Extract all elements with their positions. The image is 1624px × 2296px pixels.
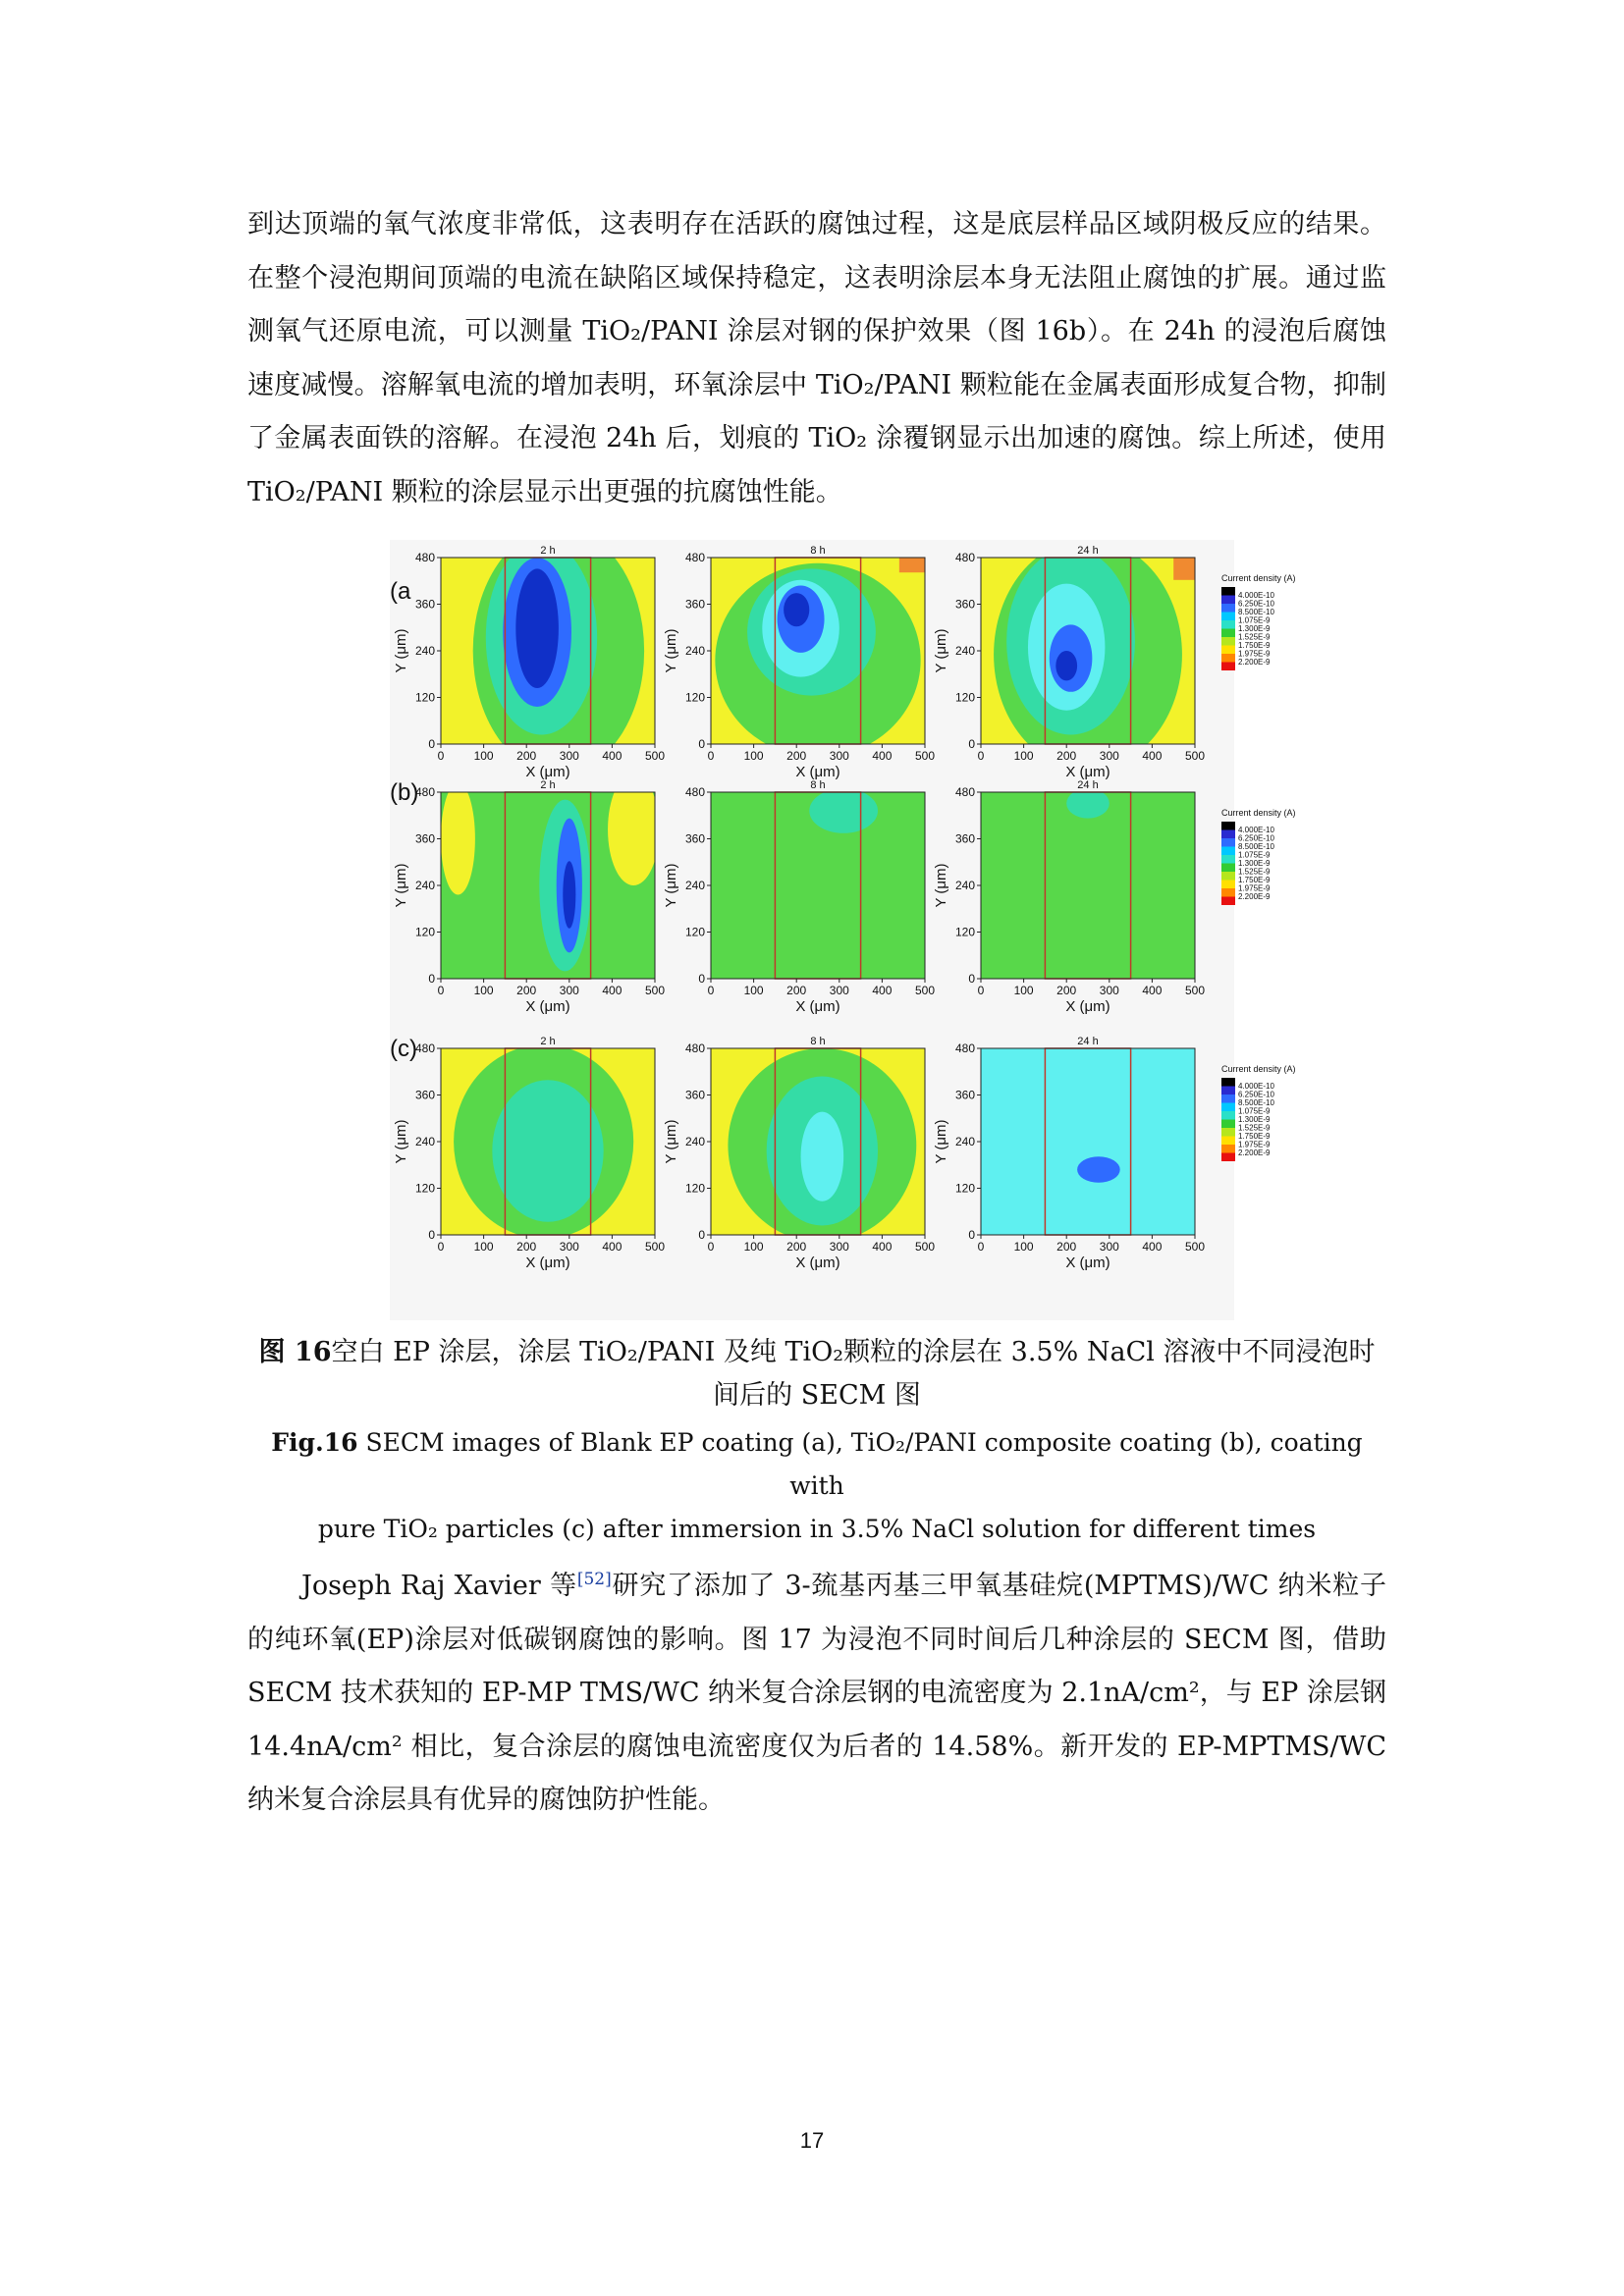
legend-level-label: 2.200E-9	[1238, 1148, 1271, 1157]
x-tick-label: 500	[914, 1240, 936, 1254]
legend-level-label: 1.075E-9	[1238, 850, 1271, 860]
contour-region	[784, 593, 809, 626]
legend-title: Current density (A)	[1221, 573, 1296, 583]
y-tick-label: 360	[684, 1088, 705, 1102]
y-axis-label: Y (μm)	[393, 1119, 409, 1164]
legend-level-label: 2.200E-9	[1238, 892, 1271, 901]
x-tick-label: 400	[872, 1240, 893, 1254]
y-tick-label: 480	[954, 785, 975, 799]
figure-caption-english	[247, 1421, 1386, 1551]
paragraph2-rest: 研究了添加了 3-巯基丙基三甲氧基硅烷(MPTMS)/WC 纳米粒子的纯环氧(EP)涂层对低碳钢腐蚀的影响。图 17 为浸泡不同时间后几种涂层的 SECM 图，借助 SECM 技术获知的 EP-MP TMS/WC 纳米复合涂层钢的电流密度为 2.1nA/cm²，与 EP 涂层钢 14.4nA/cm² 相比，复合涂层的腐蚀电流密度仅为后者的 14.58%。新开发的 EP-MPTMS/WC 纳米复合涂层具有优异的腐蚀防护性能。	[247, 1571, 1386, 1815]
y-tick-label: 120	[954, 1181, 975, 1196]
page-number: 17	[799, 2128, 825, 2153]
legend-swatch	[1221, 604, 1235, 613]
x-tick-label: 0	[437, 984, 445, 997]
legend-title: Current density (A)	[1221, 1064, 1296, 1074]
y-tick-label: 0	[698, 972, 705, 986]
legend-swatch	[1221, 872, 1235, 881]
legend-title: Current density (A)	[1221, 808, 1296, 818]
y-tick-label: 120	[414, 690, 435, 705]
x-tick-label: 500	[644, 749, 666, 763]
y-tick-label: 120	[684, 690, 705, 705]
legend-swatch	[1221, 1145, 1235, 1153]
y-tick-label: 240	[684, 1135, 705, 1148]
y-axis-label: Y (μm)	[663, 863, 679, 908]
legend-swatch	[1221, 620, 1235, 629]
y-tick-label: 240	[414, 879, 435, 892]
legend-level-label: 6.250E-10	[1238, 833, 1274, 843]
x-tick-label: 500	[644, 984, 666, 997]
x-tick-label: 300	[559, 749, 579, 763]
legend-level-label: 1.300E-9	[1238, 859, 1271, 868]
panel-row-label: (a	[390, 578, 411, 605]
y-tick-label: 360	[684, 597, 705, 612]
contour-panel-a-2	[711, 558, 925, 757]
contour-hot-region	[899, 558, 925, 572]
x-tick-label: 200	[516, 749, 537, 763]
legend-level-label: 4.000E-10	[1238, 826, 1274, 834]
y-tick-label: 480	[414, 785, 435, 799]
legend-swatch	[1221, 613, 1235, 621]
contour-panel-b-2	[711, 788, 925, 979]
legend-swatch	[1221, 1120, 1235, 1129]
y-tick-label: 360	[414, 597, 435, 612]
x-tick-label: 0	[707, 1240, 715, 1254]
legend-level-label: 1.975E-9	[1238, 883, 1271, 893]
legend-level-label: 1.975E-9	[1238, 1140, 1271, 1149]
x-tick-label: 500	[1184, 1240, 1206, 1254]
legend-swatch	[1221, 864, 1235, 873]
x-tick-label: 200	[1056, 984, 1077, 997]
x-tick-label: 300	[1099, 1240, 1119, 1254]
caption-en-label: Fig.16	[271, 1428, 358, 1457]
y-tick-label: 480	[954, 551, 975, 564]
caption-cn-line2: 间后的 SECM 图	[713, 1380, 921, 1411]
legend-level-label: 8.500E-10	[1238, 608, 1274, 616]
contour-region	[492, 1080, 603, 1221]
x-tick-label: 100	[473, 749, 494, 763]
x-tick-label: 400	[1142, 1240, 1163, 1254]
legend-level-label: 1.075E-9	[1238, 1106, 1271, 1116]
x-tick-label: 400	[1142, 749, 1163, 763]
x-tick-label: 400	[1142, 984, 1163, 997]
x-axis-label: X (μm)	[525, 1255, 570, 1271]
x-tick-label: 300	[1099, 749, 1119, 763]
x-tick-label: 200	[1056, 1240, 1077, 1254]
caption-cn-line1: 空白 EP 涂层，涂层 TiO₂/PANI 及纯 TiO₂颗粒的涂层在 3.5% NaCl 溶液中不同浸泡时	[331, 1337, 1376, 1367]
legend-level-label: 1.300E-9	[1238, 624, 1271, 633]
legend-swatch	[1221, 1103, 1235, 1112]
y-tick-label: 240	[684, 879, 705, 892]
x-axis-label: X (μm)	[1065, 764, 1110, 780]
x-axis-label: X (μm)	[795, 1255, 840, 1271]
y-tick-label: 240	[414, 644, 435, 658]
panel-row-label: (c)	[390, 1036, 417, 1062]
x-tick-label: 100	[473, 1240, 494, 1254]
x-tick-label: 300	[829, 984, 849, 997]
y-tick-label: 240	[954, 1135, 975, 1148]
x-tick-label: 400	[602, 984, 623, 997]
x-tick-label: 200	[786, 984, 807, 997]
y-tick-label: 0	[698, 737, 705, 751]
x-tick-label: 500	[914, 749, 936, 763]
y-tick-label: 360	[414, 831, 435, 846]
citation-link[interactable]: [52]	[576, 1570, 612, 1589]
y-tick-label: 480	[684, 785, 705, 799]
y-tick-label: 480	[684, 551, 705, 564]
y-tick-label: 0	[428, 737, 435, 751]
y-tick-label: 240	[414, 1135, 435, 1148]
x-tick-label: 100	[1013, 1240, 1034, 1254]
secm-figure	[390, 540, 1296, 1320]
caption-en-line1: SECM images of Blank EP coating (a), TiO₂/PANI composite coating (b), coating with	[365, 1428, 1363, 1500]
y-tick-label: 360	[954, 1088, 975, 1102]
x-tick-label: 500	[1184, 749, 1206, 763]
contour-panel-c-3	[981, 1048, 1195, 1235]
y-axis-label: Y (μm)	[393, 863, 409, 908]
x-tick-label: 200	[1056, 749, 1077, 763]
legend-level-label: 6.250E-10	[1238, 599, 1274, 609]
x-tick-label: 200	[786, 749, 807, 763]
y-tick-label: 120	[414, 1181, 435, 1196]
contour-region	[1077, 1156, 1120, 1183]
x-tick-label: 500	[1184, 984, 1206, 997]
legend-level-label: 4.000E-10	[1238, 591, 1274, 600]
figure-caption-chinese	[247, 1331, 1386, 1417]
x-tick-label: 100	[743, 749, 764, 763]
y-axis-label: Y (μm)	[933, 863, 949, 908]
contour-region	[515, 568, 559, 688]
contour-region	[441, 783, 475, 895]
y-tick-label: 0	[698, 1228, 705, 1242]
y-tick-label: 240	[954, 644, 975, 658]
x-axis-label: X (μm)	[795, 764, 840, 780]
x-tick-label: 400	[872, 984, 893, 997]
y-tick-label: 480	[414, 551, 435, 564]
paragraph-body-1: 到达顶端的氧气浓度非常低，这表明存在活跃的腐蚀过程，这是底层样品区域阴极反应的结果。在整个浸泡期间顶端的电流在缺陷区域保持稳定，这表明涂层本身无法阻止腐蚀的扩展。通过监测氧气还原电流，可以测量 TiO₂/PANI 涂层对钢的保护效果（图 16b）。在 24h 的浸泡后腐蚀速度减慢。溶解氧电流的增加表明，环氧涂层中 TiO₂/PANI 颗粒能在金属表面形成复合物，抑制了金属表面铁的溶解。在浸泡 24h 后，划痕的 TiO₂ 涂覆钢显示出加速的腐蚀。综上所述，使用 TiO₂/PANI 颗粒的涂层显示出更强的抗腐蚀性能。	[247, 209, 1386, 507]
x-tick-label: 200	[516, 1240, 537, 1254]
legend-swatch	[1221, 1087, 1235, 1095]
legend-swatch	[1221, 881, 1235, 889]
panel-title: 24 h	[1077, 779, 1099, 791]
x-tick-label: 200	[516, 984, 537, 997]
legend-level-label: 8.500E-10	[1238, 1098, 1274, 1107]
contour-background	[981, 792, 1195, 979]
legend-level-label: 1.750E-9	[1238, 641, 1271, 650]
legend-swatch	[1221, 822, 1235, 830]
legend-swatch	[1221, 855, 1235, 864]
y-axis-label: Y (μm)	[393, 628, 409, 673]
y-tick-label: 120	[414, 925, 435, 939]
legend-level-label: 1.525E-9	[1238, 632, 1271, 642]
legend-level-label: 1.300E-9	[1238, 1115, 1271, 1124]
contour-hot-region	[1173, 558, 1195, 580]
caption-en-line2: pure TiO₂ particles (c) after immersion in 3.5% NaCl solution for different times	[317, 1515, 1317, 1543]
caption-cn-label: 图 16	[258, 1337, 332, 1367]
paragraph2-start: Joseph Raj Xavier 等	[301, 1571, 577, 1601]
legend-swatch	[1221, 1078, 1235, 1087]
legend-swatch	[1221, 888, 1235, 897]
x-axis-label: X (μm)	[525, 764, 570, 780]
x-tick-label: 0	[707, 984, 715, 997]
contour-panel-c-2	[711, 1048, 925, 1243]
panel-title: 2 h	[540, 1036, 556, 1047]
y-tick-label: 360	[954, 831, 975, 846]
legend-level-label: 6.250E-10	[1238, 1090, 1274, 1099]
legend-swatch	[1221, 663, 1235, 671]
legend-level-label: 8.500E-10	[1238, 842, 1274, 851]
x-tick-label: 100	[743, 984, 764, 997]
panel-title: 8 h	[810, 779, 826, 791]
legend-level-label: 4.000E-10	[1238, 1082, 1274, 1091]
panel-title: 8 h	[810, 1036, 826, 1047]
x-axis-label: X (μm)	[795, 998, 840, 1015]
contour-region	[809, 788, 878, 833]
contour-panel-b-3	[981, 788, 1195, 979]
x-axis-label: X (μm)	[525, 998, 570, 1015]
contour-background	[981, 1048, 1195, 1235]
legend-level-label: 1.750E-9	[1238, 876, 1271, 884]
x-tick-label: 300	[829, 1240, 849, 1254]
panel-title: 24 h	[1077, 545, 1099, 557]
contour-region	[563, 861, 575, 928]
legend-level-label: 2.200E-9	[1238, 658, 1271, 667]
panel-title: 8 h	[810, 545, 826, 557]
y-tick-label: 120	[954, 690, 975, 705]
x-tick-label: 0	[437, 1240, 445, 1254]
x-tick-label: 500	[914, 984, 936, 997]
legend-swatch	[1221, 1111, 1235, 1120]
legend-swatch	[1221, 629, 1235, 638]
x-axis-label: X (μm)	[1065, 998, 1110, 1015]
x-tick-label: 300	[559, 1240, 579, 1254]
contour-panel-b-1	[441, 774, 659, 979]
y-axis-label: Y (μm)	[663, 1119, 679, 1164]
x-tick-label: 400	[602, 1240, 623, 1254]
legend-swatch	[1221, 838, 1235, 847]
x-tick-label: 200	[786, 1240, 807, 1254]
x-tick-label: 500	[644, 1240, 666, 1254]
y-tick-label: 120	[954, 925, 975, 939]
x-tick-label: 300	[829, 749, 849, 763]
legend-swatch	[1221, 1153, 1235, 1162]
x-axis-label: X (μm)	[1065, 1255, 1110, 1271]
panel-title: 2 h	[540, 779, 556, 791]
x-tick-label: 300	[559, 984, 579, 997]
y-tick-label: 480	[954, 1041, 975, 1055]
legend-swatch	[1221, 654, 1235, 663]
x-tick-label: 100	[1013, 749, 1034, 763]
legend-swatch	[1221, 897, 1235, 906]
x-tick-label: 100	[473, 984, 494, 997]
contour-panel-a-3	[981, 539, 1195, 771]
x-tick-label: 100	[1013, 984, 1034, 997]
legend-swatch	[1221, 637, 1235, 646]
x-tick-label: 100	[743, 1240, 764, 1254]
legend-level-label: 1.975E-9	[1238, 649, 1271, 659]
contour-panel-a-1	[441, 528, 655, 774]
y-tick-label: 240	[684, 644, 705, 658]
legend-swatch	[1221, 847, 1235, 856]
y-tick-label: 360	[414, 1088, 435, 1102]
y-tick-label: 480	[684, 1041, 705, 1055]
panel-title: 2 h	[540, 545, 556, 557]
x-tick-label: 0	[977, 984, 985, 997]
legend-swatch	[1221, 587, 1235, 596]
y-axis-label: Y (μm)	[933, 628, 949, 673]
legend-swatch	[1221, 830, 1235, 839]
legend-swatch	[1221, 596, 1235, 605]
y-tick-label: 0	[968, 1228, 975, 1242]
y-tick-label: 0	[428, 972, 435, 986]
x-tick-label: 0	[977, 749, 985, 763]
y-tick-label: 0	[968, 737, 975, 751]
y-axis-label: Y (μm)	[933, 1119, 949, 1164]
x-tick-label: 400	[872, 749, 893, 763]
contour-panel-c-1	[441, 1044, 655, 1239]
y-axis-label: Y (μm)	[663, 628, 679, 673]
y-tick-label: 120	[684, 1181, 705, 1196]
legend-level-label: 1.525E-9	[1238, 1123, 1271, 1133]
paragraph-body-2	[247, 1560, 1386, 1828]
y-tick-label: 0	[968, 972, 975, 986]
legend-level-label: 1.075E-9	[1238, 615, 1271, 625]
contour-region	[801, 1112, 844, 1201]
y-tick-label: 0	[428, 1228, 435, 1242]
y-tick-label: 360	[684, 831, 705, 846]
panel-row-label: (b)	[390, 779, 419, 806]
x-tick-label: 0	[977, 1240, 985, 1254]
legend-level-label: 1.525E-9	[1238, 867, 1271, 877]
x-tick-label: 0	[707, 749, 715, 763]
contour-region	[1066, 788, 1110, 818]
contour-region	[1056, 651, 1077, 680]
legend-swatch	[1221, 1095, 1235, 1103]
panel-title: 24 h	[1077, 1036, 1099, 1047]
y-tick-label: 120	[684, 925, 705, 939]
legend-swatch	[1221, 1128, 1235, 1137]
legend-swatch	[1221, 646, 1235, 655]
x-tick-label: 300	[1099, 984, 1119, 997]
y-tick-label: 360	[954, 597, 975, 612]
x-tick-label: 0	[437, 749, 445, 763]
x-tick-label: 400	[602, 749, 623, 763]
y-tick-label: 480	[414, 1041, 435, 1055]
legend-swatch	[1221, 1137, 1235, 1146]
y-tick-label: 240	[954, 879, 975, 892]
legend-level-label: 1.750E-9	[1238, 1132, 1271, 1141]
